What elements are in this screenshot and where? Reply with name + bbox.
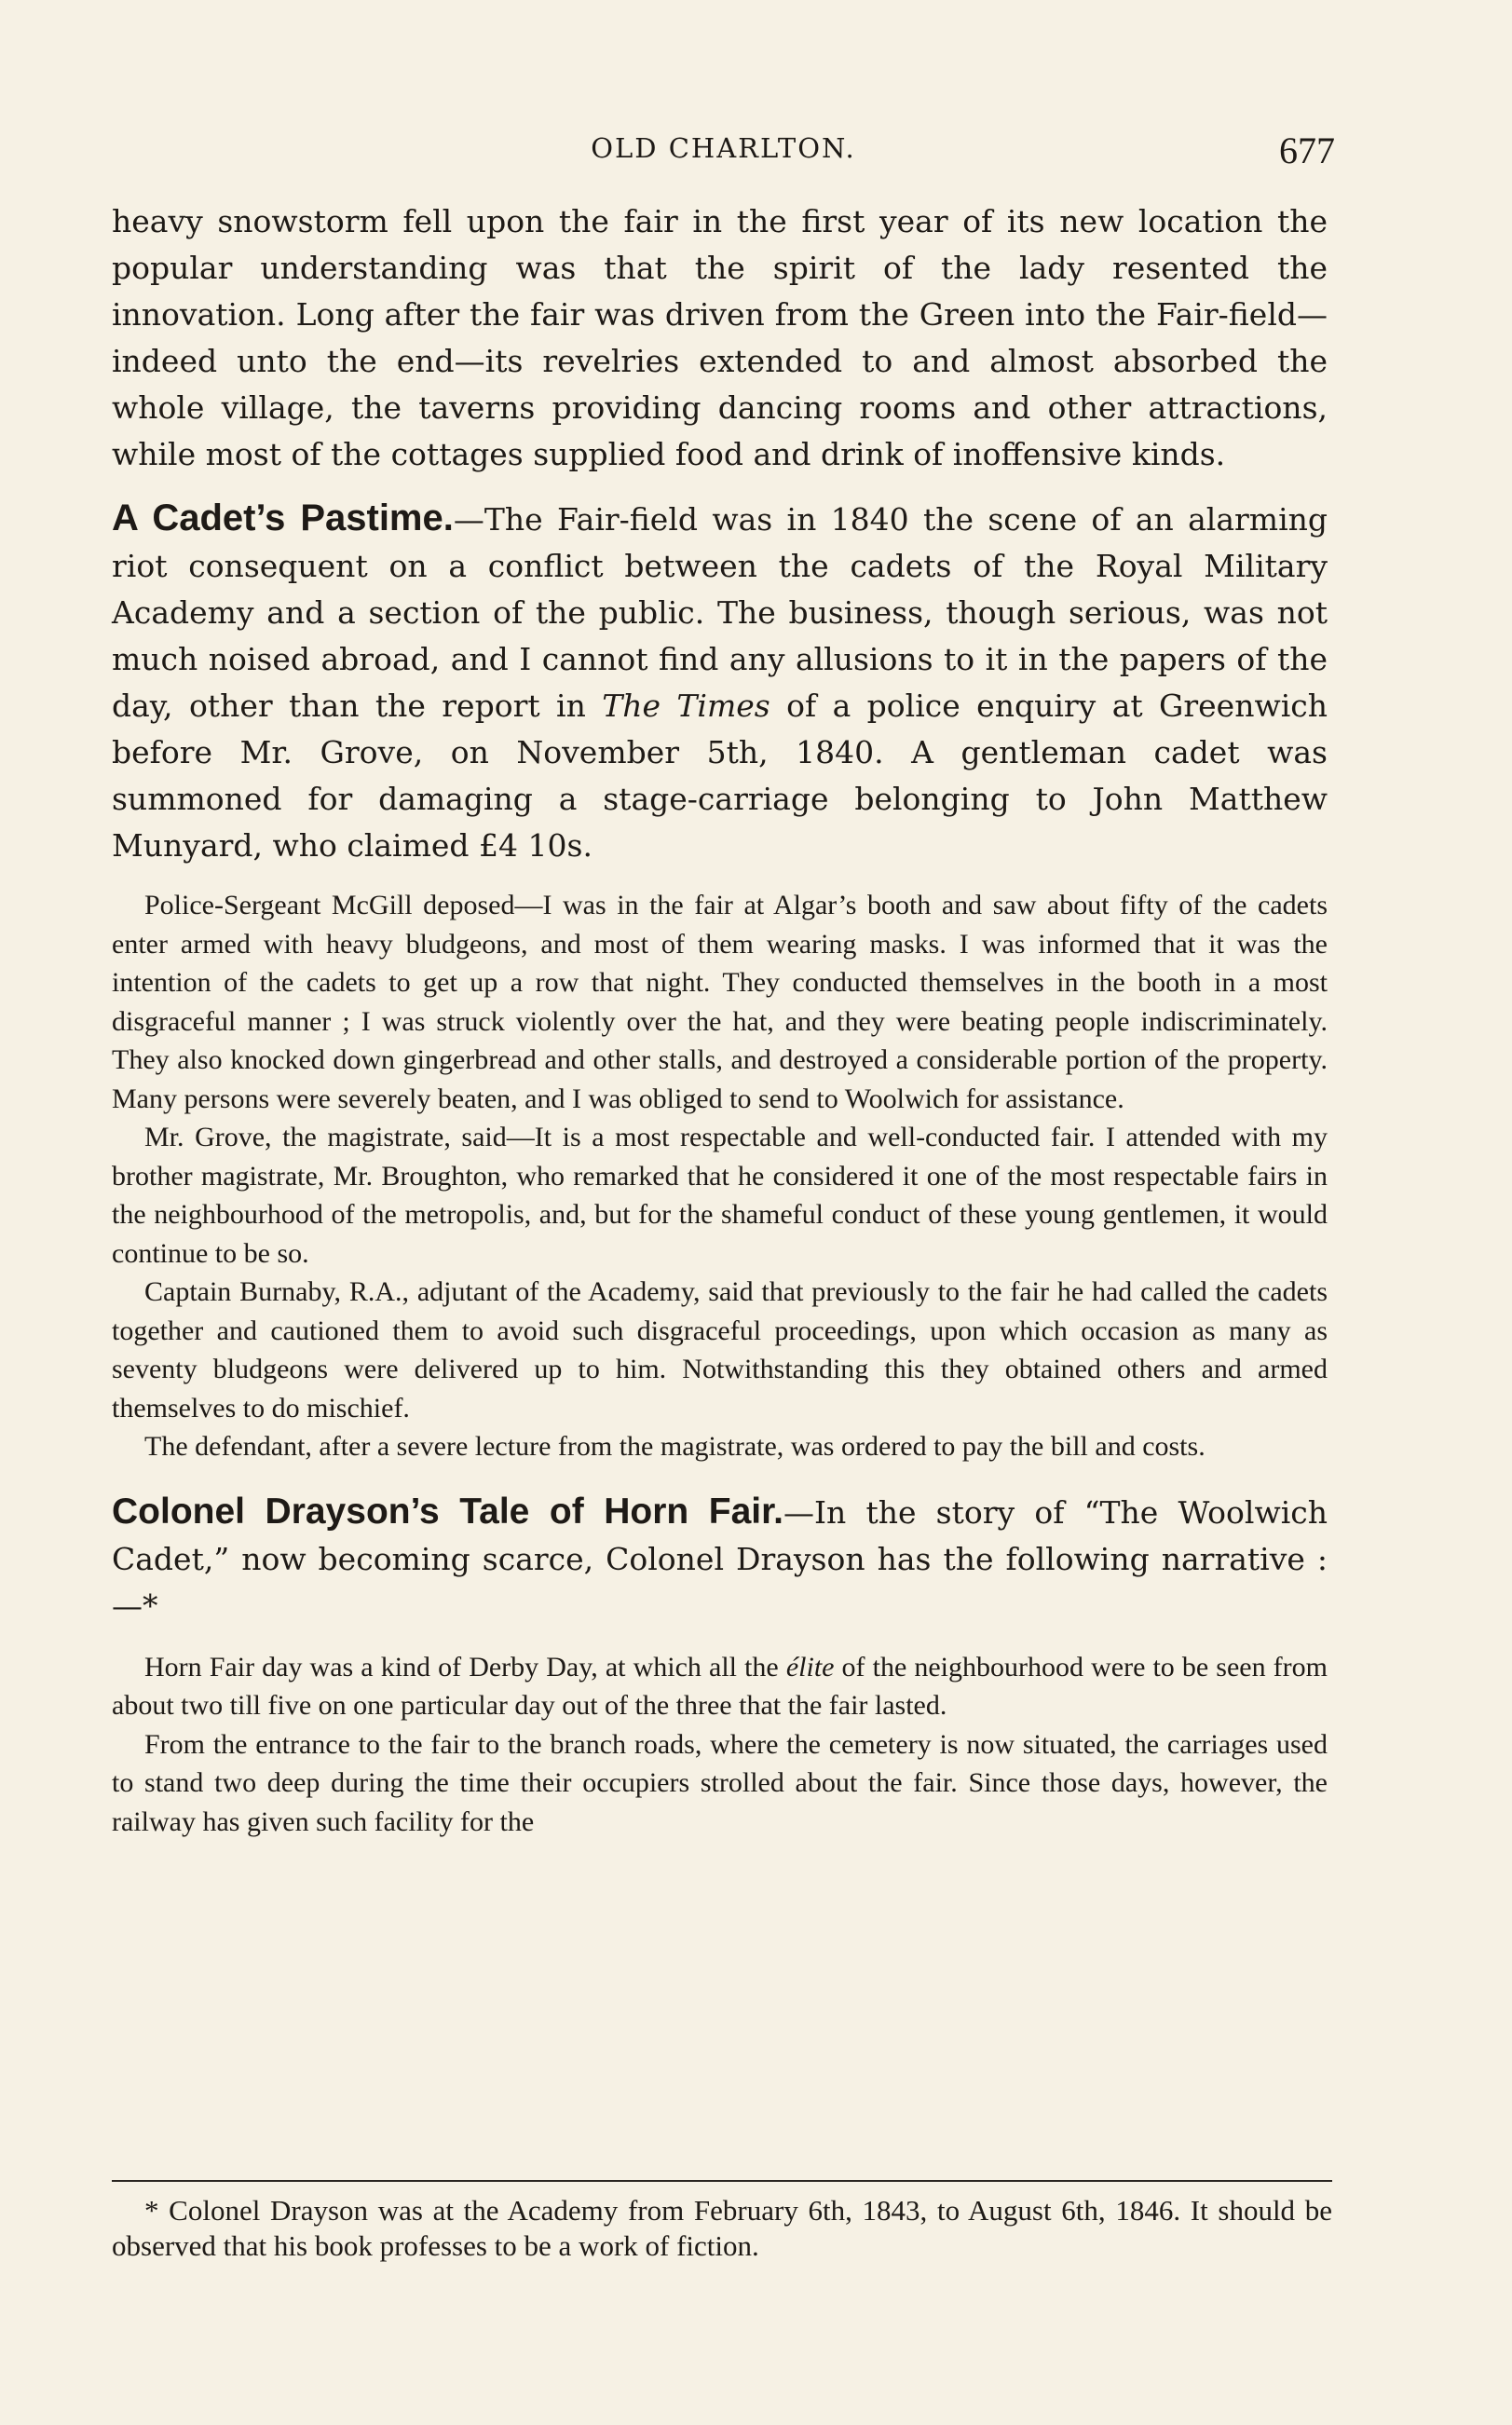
quote-paragraph: Mr. Grove, the magistrate, said—It is a most respectable and well-conducted fair. I attended with my brother magistrate, Mr. Broughton, who remarked that he considered it one of the most respectable fairs in the neighbourhood of the metropolis, and, but for the shameful conduct of these young gentlemen, it would continue to be so. [112,1122,1328,1269]
paragraph-continuation: heavy snowstorm fell upon the fair in the first year of its new location the popular understanding was that the spirit of the lady resented the innovation. Long after the fair was driven from the Green into the Fair-field—indeed unto the end—its revelries extended to and almost absorbed the whole village, the taverns providing dancing rooms and other attractions, while most of the cottages supplied food and drink of inoffensive kinds. [112,203,1328,472]
newspaper-title: The Times [602,688,770,724]
quote-paragraph [112,1648,1328,1725]
italic-word: élite [785,1651,835,1683]
main-text [112,198,1328,1841]
paragraph-drayson [112,1489,1328,1629]
quote-paragraph: Captain Burnaby, R.A., adjutant of the Academy, said that previously to the fair he had called the cadets together and cautioned them to avoid such disgraceful proceedings, upon which occasion as many as seventy bludgeons were delivered up to him. Notwithstanding this they obtained others and armed themselves to do mischief. [112,1276,1328,1424]
section-heading-cadets-pastime: A Cadet’s Pastime. [112,497,454,538]
quote-paragraph: The defendant, after a severe lecture from the magistrate, was ordered to pay the bill and costs. [144,1431,1206,1462]
footnote-divider [112,2180,1332,2182]
page-number: 677 [1279,129,1335,171]
quote-paragraph: Police-Sergeant McGill deposed—I was in the fair at Algar’s booth and saw about fifty of the cadets enter armed with heavy bludgeons, and most of them wearing masks. I was informed that it was the intention of the cadets to get up a row that night. They conducted themselves in the booth in a most disgraceful manner ; I was struck violently over the hat, and they were beating people indiscriminately. They also knocked down gingerbread and other stalls, and destroyed a considerable portion of the property. Many persons were severely beaten, and I was obliged to send to Woolwich for assistance. [112,890,1328,1114]
quote-text: Horn Fair day was a kind of Derby Day, at which all the [144,1651,786,1683]
running-head-title: OLD CHARLTON. [591,132,856,164]
footnote: * Colonel Drayson was at the Academy from February 6th, 1843, to August 6th, 1846. It should be observed that his book professes to be a work of fiction. [112,2194,1332,2262]
running-head [112,129,1335,175]
quote-paragraph: From the entrance to the fair to the branch roads, where the cemetery is now situated, the carriages used to stand two deep during the time their occupiers strolled about the fair. Since those days, however, the railway has given such facility for the [112,1728,1328,1837]
paragraph-cadets-pastime [112,495,1328,869]
paragraph-text: —In the story of “The Woolwich Cadet,” now becoming scarce, Colonel Drayson has the following narrative :—* [112,1493,1328,1624]
paragraph-text: of a police enquiry at Greenwich before Mr. Grove, on November 5th, 1840. A gentleman cadet was summoned for damaging a stage-carriage belonging to John Matthew Munyard, who claimed £4 10s. [112,688,1328,864]
paragraph-text: —The Fair-field was in 1840 the scene of an alarming riot consequent on a conflict between the cadets of the Royal Military Academy and a section of the public. The business, though serious, was not much noised abroad, and I cannot find any allusions to it in the papers of the day, other than the report in [112,501,1328,724]
section-heading-drayson: Colonel Drayson’s Tale of Horn Fair. [112,1491,783,1532]
quote-text: of the neighbourhood were to be seen from about two till five on one particular day out of the three that the fair lasted. [112,1651,1328,1721]
